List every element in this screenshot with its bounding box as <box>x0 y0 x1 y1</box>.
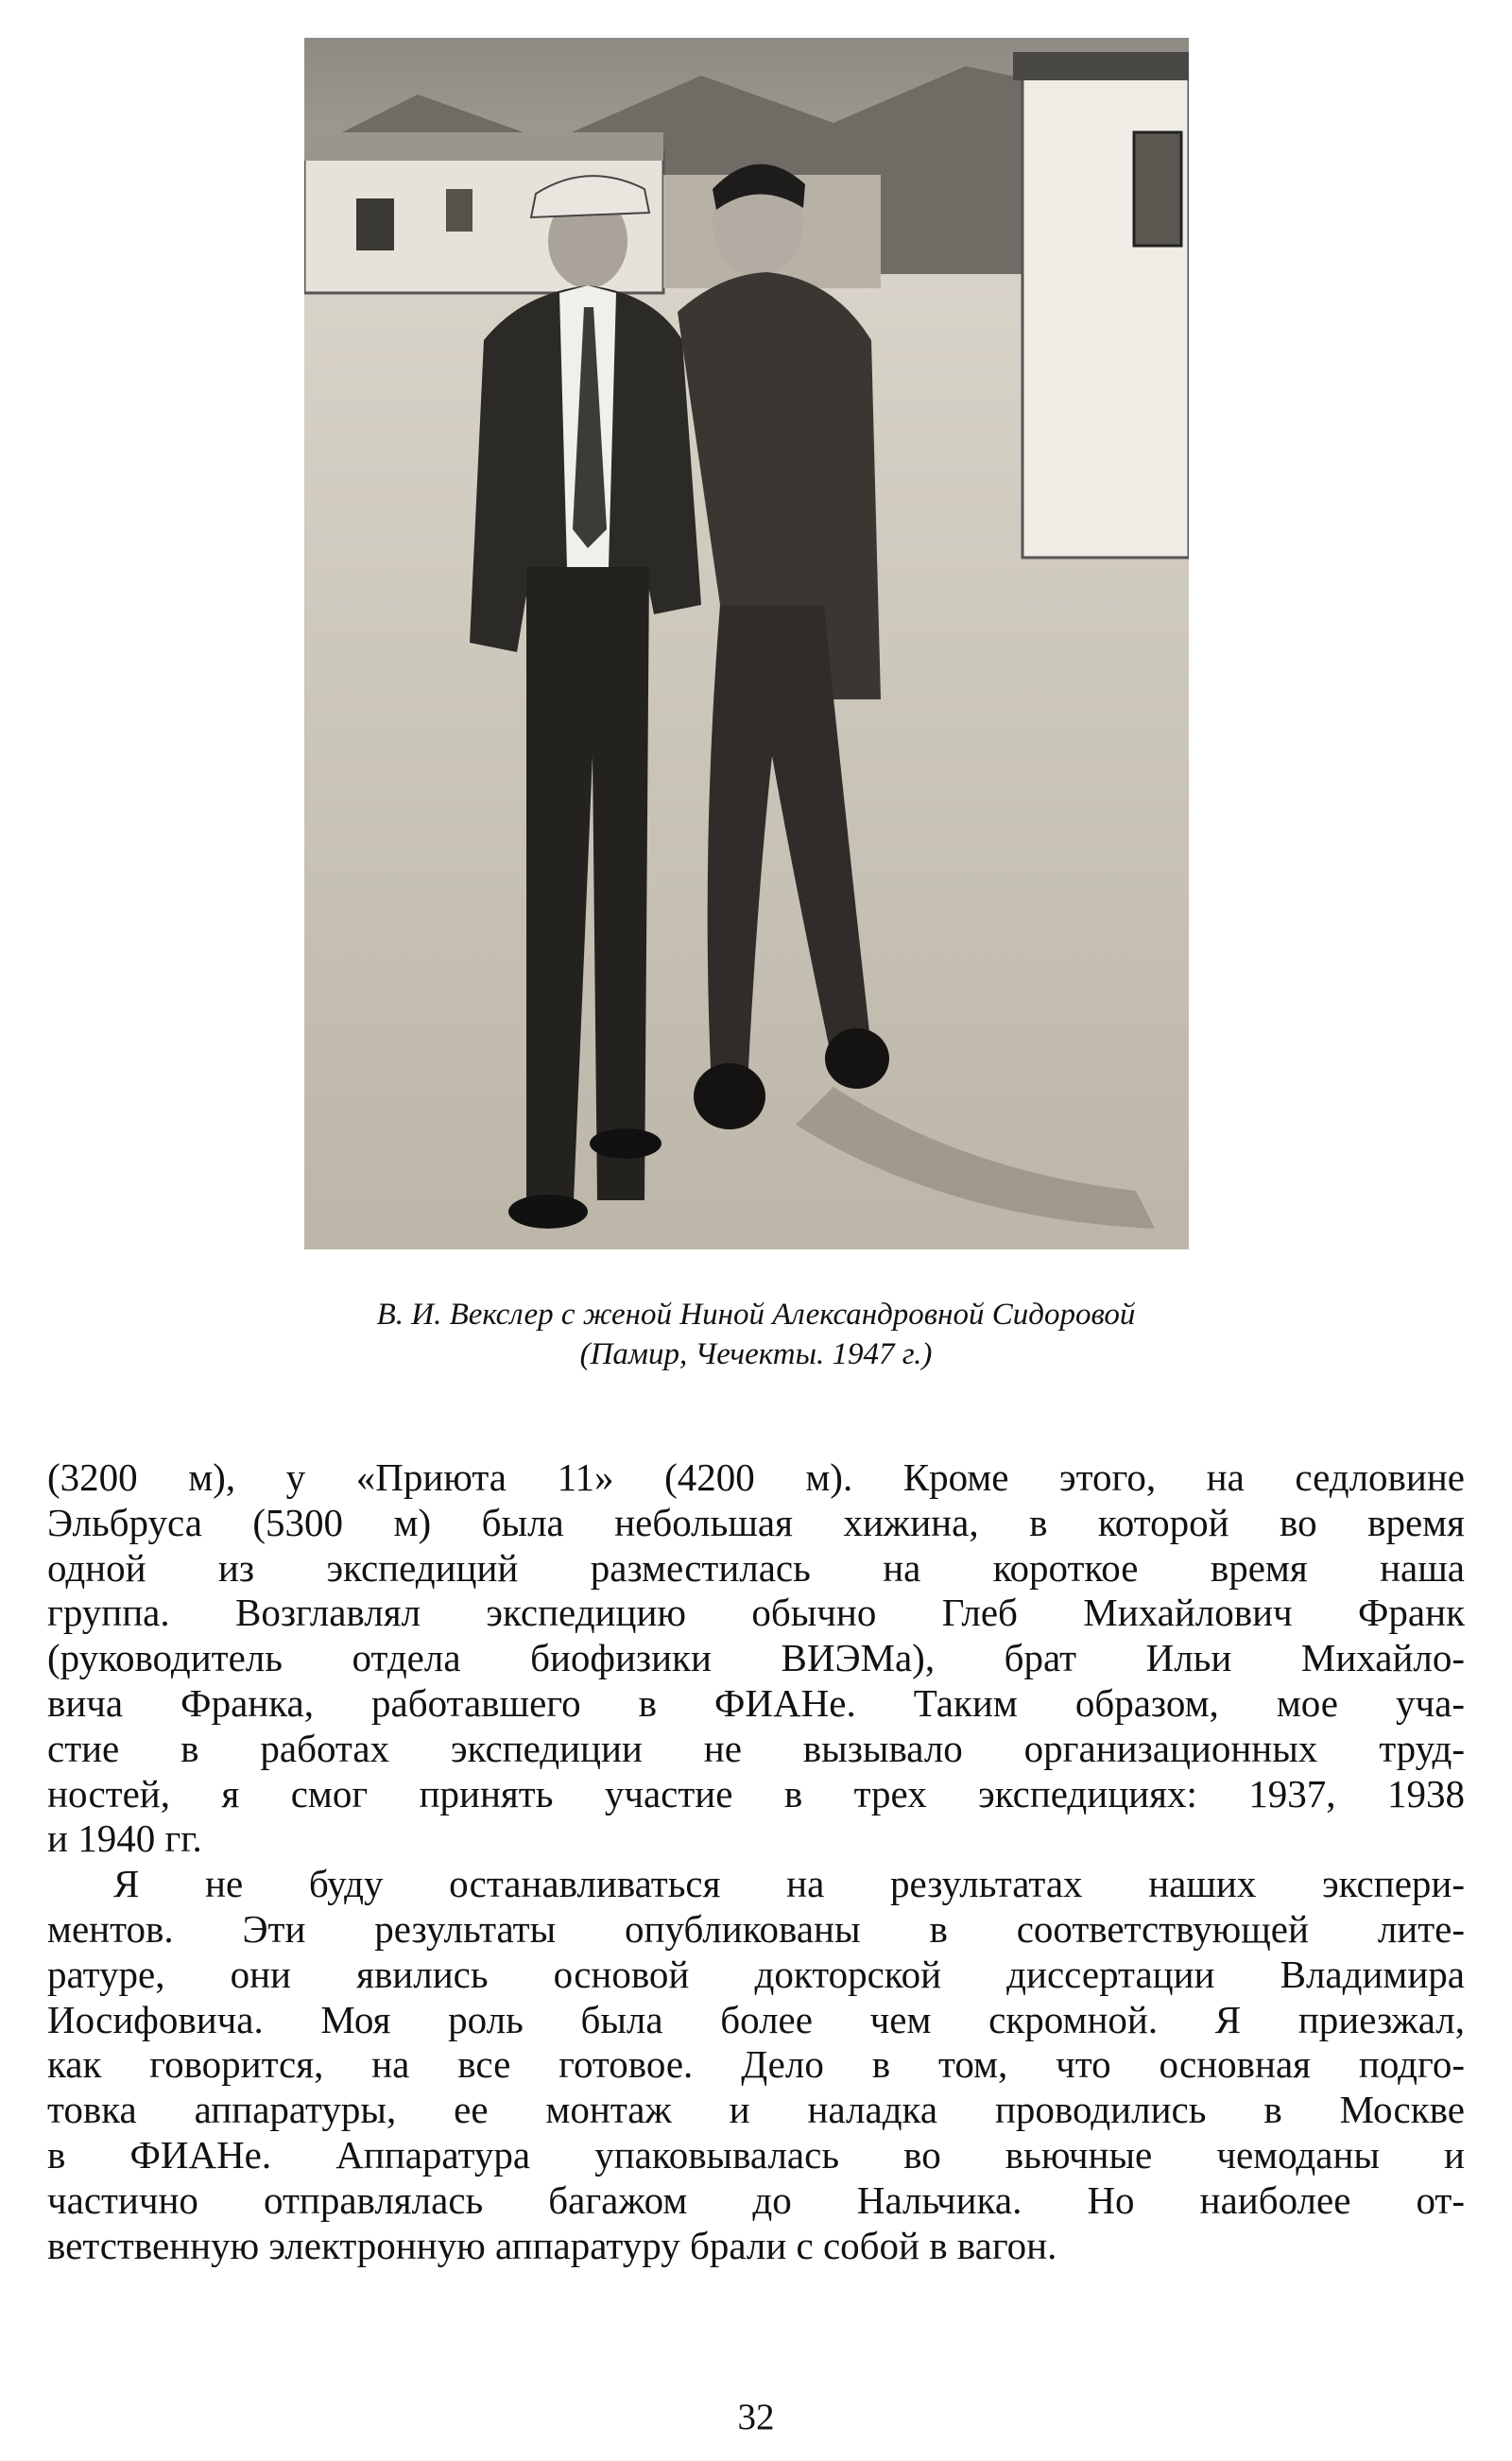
text-line: одной из экспедиций разместилась на короткое время наша <box>47 1545 1465 1590</box>
text-line: группа. Возглавлял экспедицию обычно Глеб Михайлович Франк <box>47 1591 1465 1635</box>
caption-line-2: (Памир, Чечекты. 1947 г.) <box>579 1337 933 1371</box>
text-line: Я не буду останавливаться на результатах наших экспери- <box>113 1862 1465 1906</box>
text-line: стие в работах экспедиции не вызывало организационных труд- <box>47 1726 1465 1770</box>
text-line: Эльбруса (5300 м) была небольшая хижина, в которой во время <box>47 1500 1465 1544</box>
text-line: (3200 м), у «Приюта 11» (4200 м). Кроме этого, на седловине <box>47 1455 1465 1499</box>
text-line: частично отправлялась багажом до Нальчика. Но наиболее от- <box>47 2177 1465 2222</box>
paragraph-1 <box>47 1455 1465 1862</box>
text-line: ветственную электронную аппаратуру брали с собой в вагон. <box>47 2223 1057 2267</box>
text-line: ностей, я смог принять участие в трех экспедициях: 1937, 1938 <box>47 1771 1465 1816</box>
text-line: в ФИАНе. Аппаратура упаковывалась во вьючные чемоданы и <box>47 2132 1465 2177</box>
page-number: 32 <box>737 2397 775 2437</box>
text-line: Иосифовича. Моя роль была более чем скромной. Я приезжал, <box>47 1997 1465 2041</box>
photo-caption <box>151 1295 1361 1374</box>
body-text <box>47 1455 1465 2268</box>
text-line: как говорится, на все готовое. Дело в том, что основная подго- <box>47 2042 1465 2087</box>
text-line: товка аппаратуры, ее монтаж и наладка проводились в Москве <box>47 2088 1465 2132</box>
photo-illustration <box>304 38 1189 1249</box>
caption-line-1: В. И. Векслер с женой Ниной Александровной Сидоровой <box>376 1298 1136 1332</box>
photograph <box>304 38 1189 1249</box>
text-line: и 1940 гг. <box>47 1816 202 1861</box>
text-line: ратуре, они явились основой докторской диссертации Владимира <box>47 1952 1465 1996</box>
paragraph-2 <box>47 1862 1465 2268</box>
text-line: (руководитель отдела биофизики ВИЭМа), брат Ильи Михайло- <box>47 1636 1465 1680</box>
text-line: ментов. Эти результаты опубликованы в соответствующей лите- <box>47 1906 1465 1951</box>
text-line: вича Франка, работавшего в ФИАНе. Таким образом, мое уча- <box>47 1680 1465 1725</box>
